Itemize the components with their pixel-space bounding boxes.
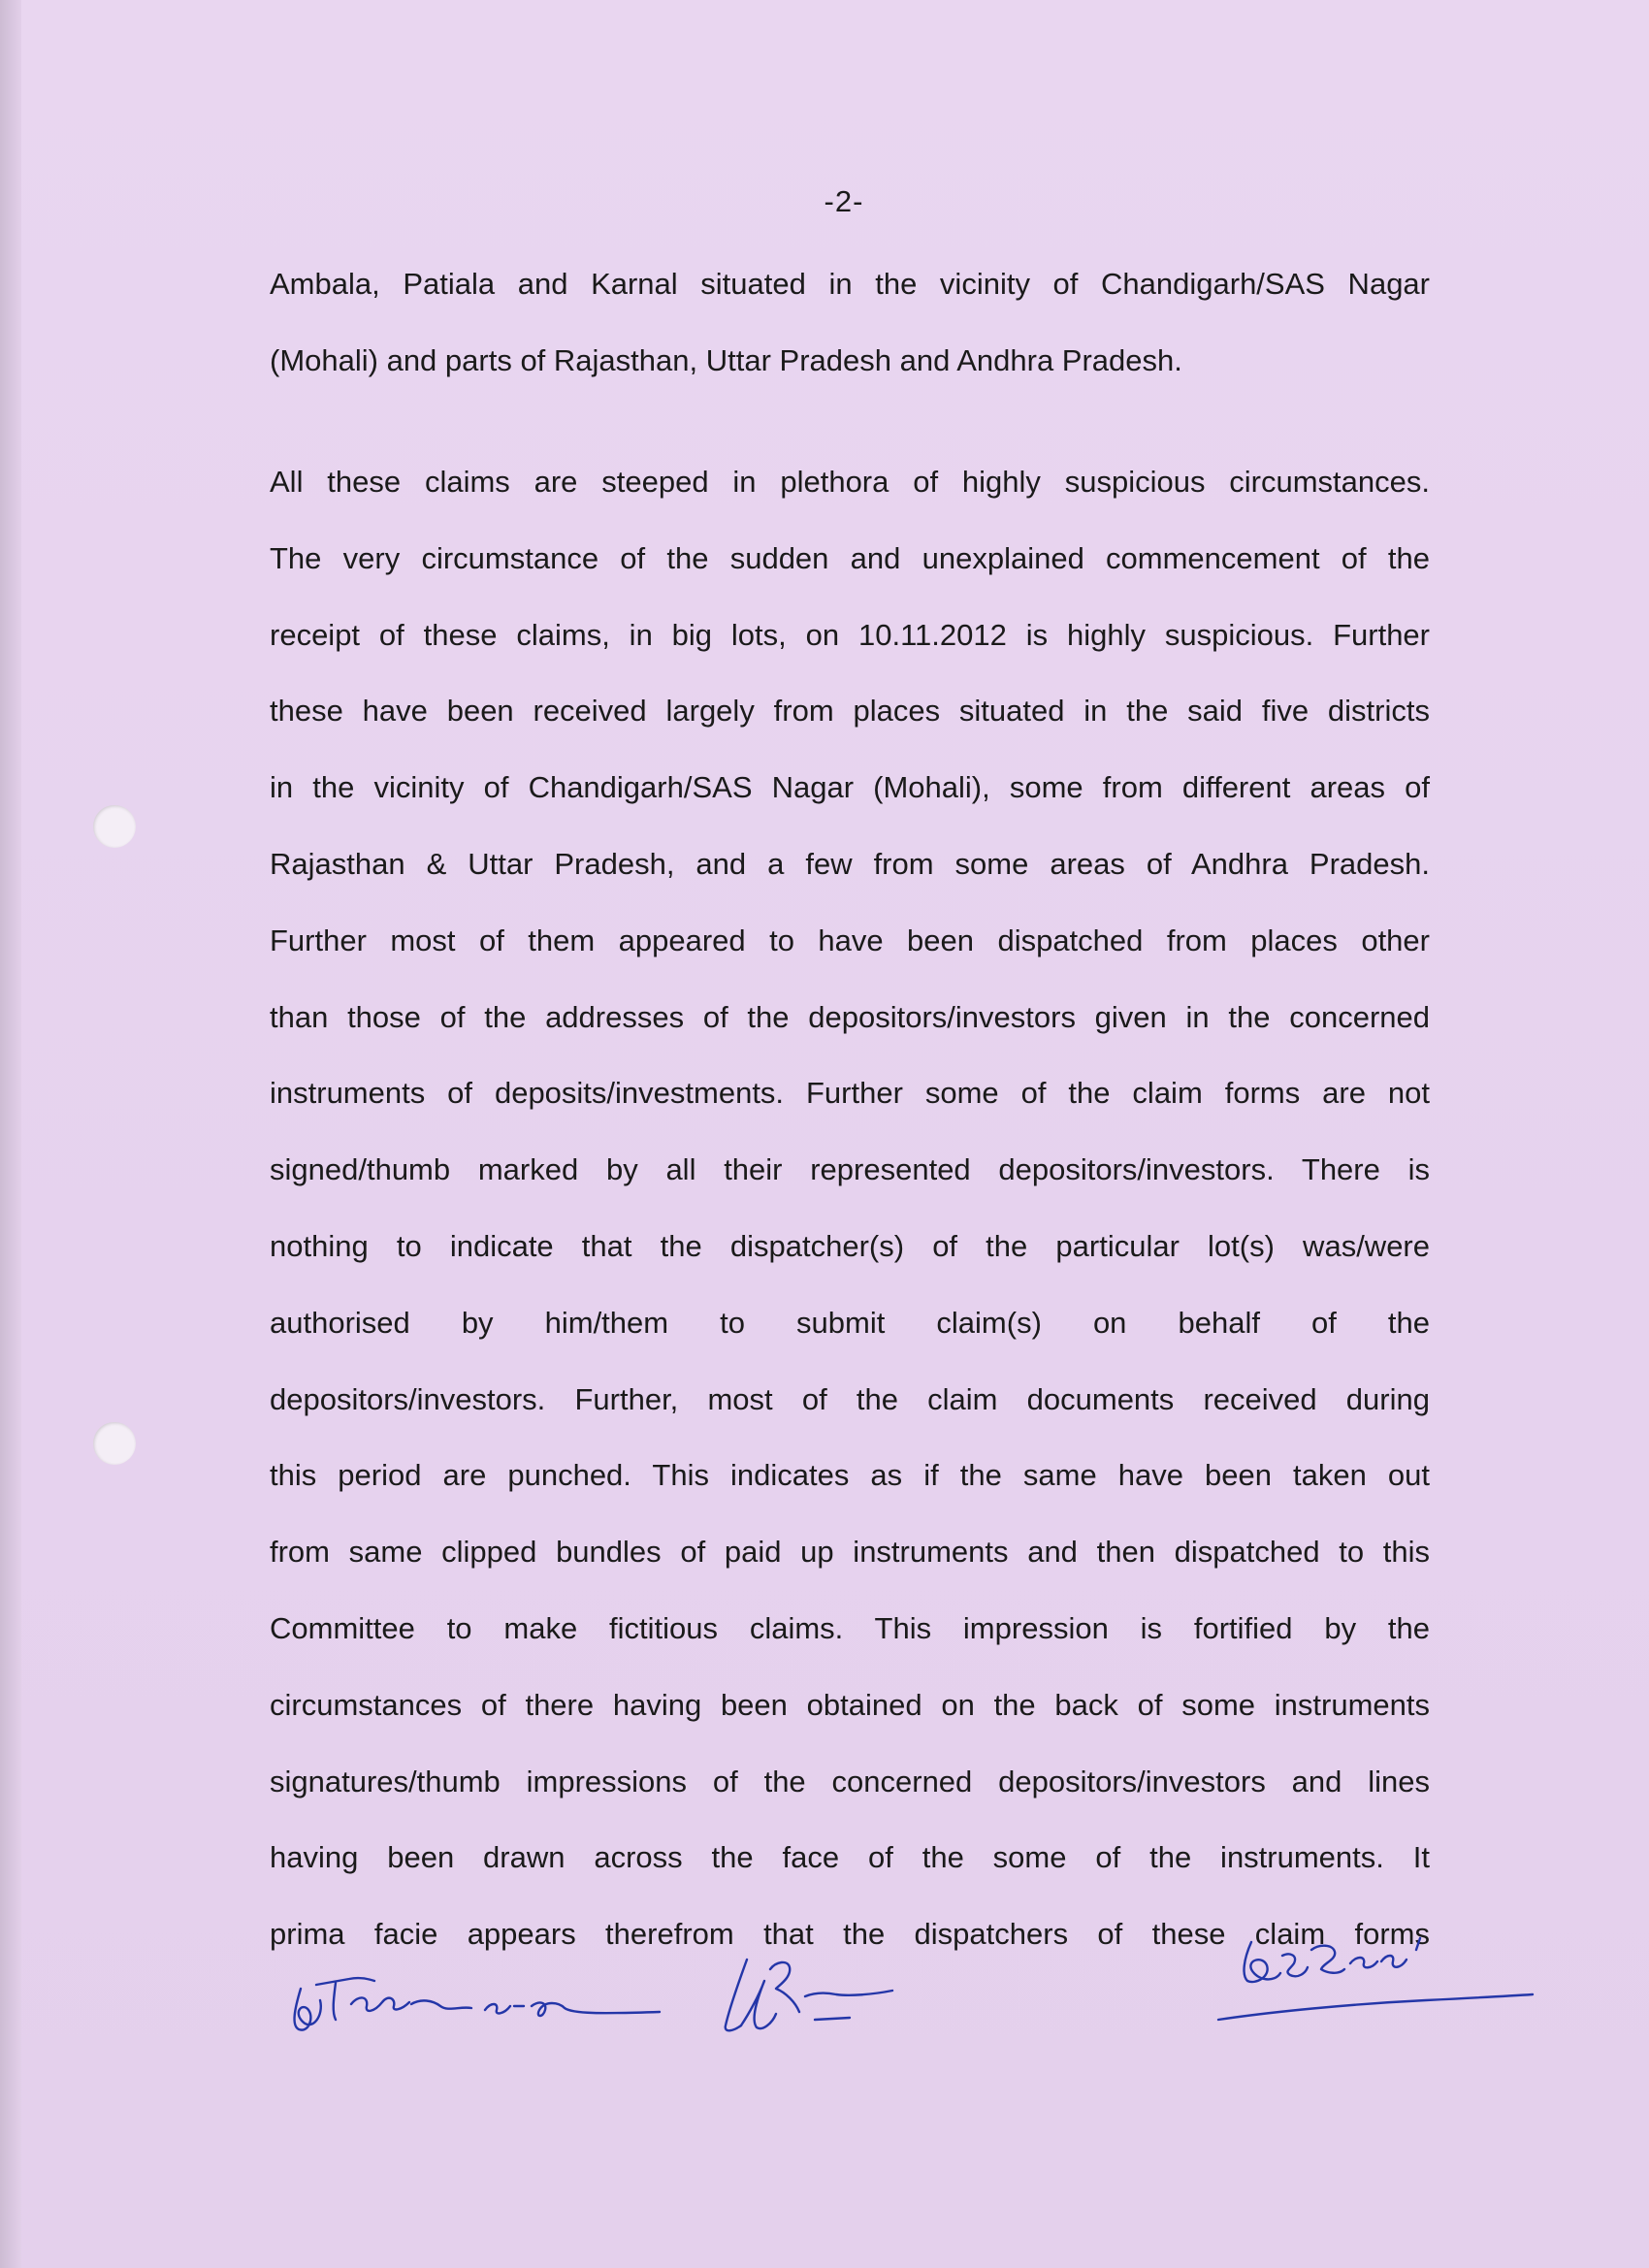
text-line: Committee to make fictitious claims. This impression is fortified by the — [270, 1610, 1430, 1645]
paper-edge — [0, 0, 21, 2268]
text-line: authorised by him/them to submit claim(s) on behalf of the — [270, 1305, 1430, 1340]
text-line: The very circumstance of the sudden and unexplained commencement of the — [270, 540, 1430, 575]
text-line: having been drawn across the face of the some of the instruments. It — [270, 1840, 1430, 1875]
text-line: depositors/investors. Further, most of the claim documents received during — [270, 1381, 1430, 1416]
text-line: nothing to indicate that the dispatcher(s) of the particular lot(s) was/were — [270, 1228, 1430, 1263]
text-line: All these claims are steeped in plethora of highly suspicious circumstances. — [270, 465, 1430, 499]
text-line: in the vicinity of Chandigarh/SAS Nagar (Mohali), some from different areas of — [270, 770, 1430, 805]
text-line: Further most of them appeared to have been dispatched from places other — [270, 923, 1430, 957]
text-line: instruments of deposits/investments. Further some of the claim forms are not — [270, 1076, 1430, 1111]
text-line: these have been received largely from places situated in the said five districts — [270, 694, 1430, 729]
text-line: Rajasthan & Uttar Pradesh, and a few from some areas of Andhra Pradesh. — [270, 846, 1430, 881]
paragraph-2 — [270, 444, 1430, 1973]
text-line: receipt of these claims, in big lots, on 10.11.2012 is highly suspicious. Further — [270, 617, 1430, 652]
paragraph-1 — [270, 246, 1430, 400]
text-line: than those of the addresses of the depositors/investors given in the concerned — [270, 999, 1430, 1034]
text-line: signed/thumb marked by all their represented depositors/investors. There is — [270, 1152, 1430, 1187]
text-line: prima facie appears therefrom that the dispatchers of these claim forms — [270, 1917, 1430, 1952]
signature-2-icon — [708, 1942, 941, 2058]
punch-hole-icon — [93, 805, 136, 848]
text-line: signatures/thumb impressions of the concerned depositors/investors and lines — [270, 1764, 1430, 1798]
page-number: -2- — [824, 184, 864, 218]
text-line: this period are punched. This indicates as if the same have been taken out — [270, 1458, 1430, 1493]
signature-1-icon — [281, 1950, 669, 2057]
text-line: (Mohali) and parts of Rajasthan, Uttar Pradesh and Andhra Pradesh. — [270, 342, 1182, 377]
text-line: from same clipped bundles of paid up instruments and then dispatched to this — [270, 1535, 1430, 1570]
signature-row — [281, 1930, 1542, 2066]
text-line: circumstances of there having been obtained on the back of some instruments — [270, 1687, 1430, 1722]
text-line: Ambala, Patiala and Karnal situated in the vicinity of Chandigarh/SAS Nagar — [270, 267, 1430, 301]
signature-3-icon — [1212, 1930, 1542, 2037]
punch-hole-icon — [93, 1422, 136, 1465]
